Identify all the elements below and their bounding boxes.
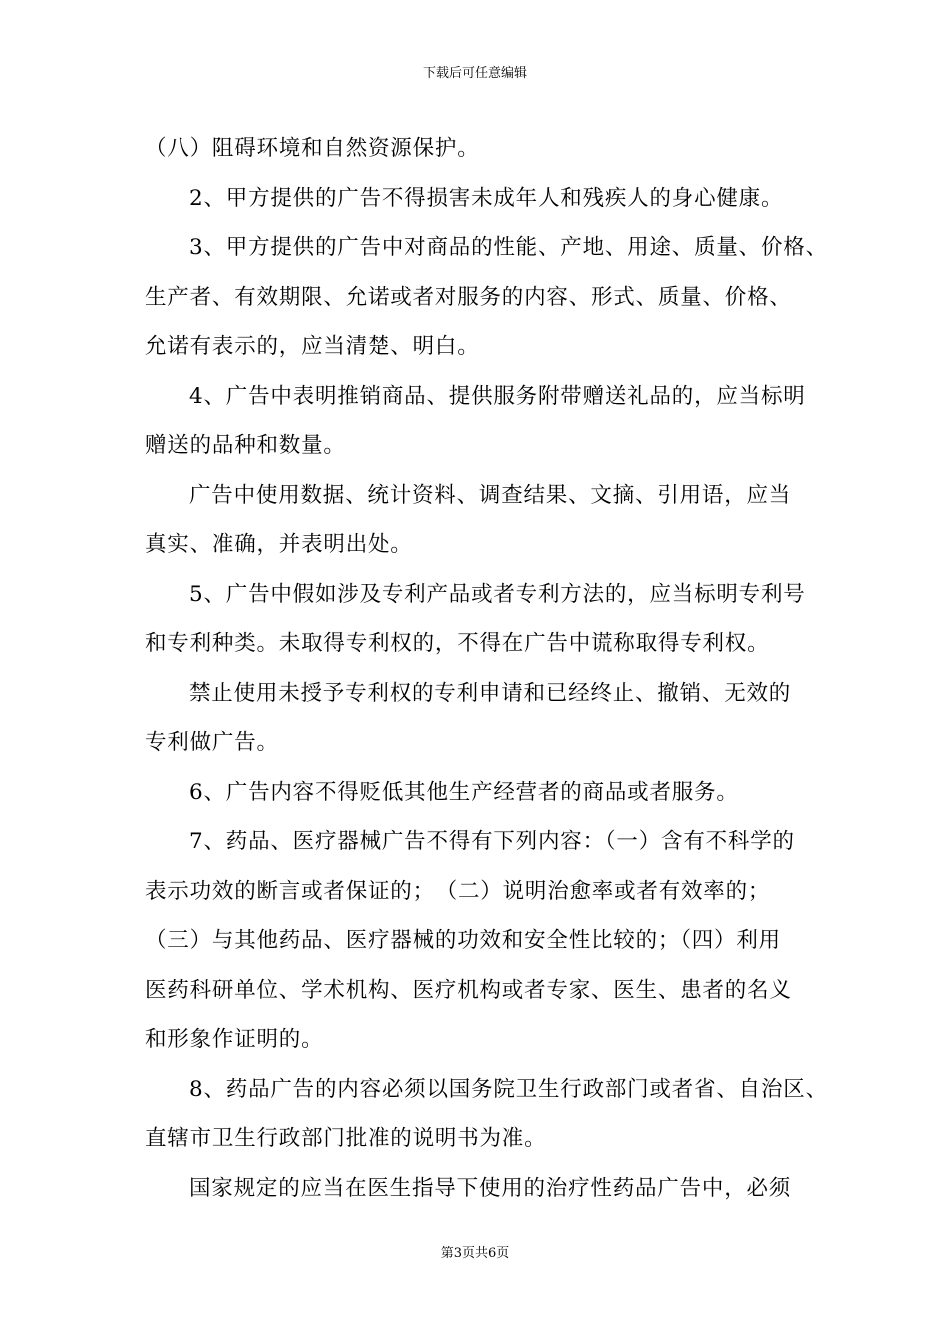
text-line: 6、广告内容不得贬低其他生产经营者的商品或者服务。 [189,779,739,805]
text-line: 真实、准确，并表明出处。 [145,532,413,557]
text-line: 医药科研单位、学术机构、医疗机构或者专家、医生、患者的名义 [145,977,792,1003]
text-line: 生产者、有效期限、允诺或者对服务的内容、形式、质量、价格、 [145,284,792,310]
text-line: 和专利种类。未取得专利权的，不得在广告中谎称取得专利权。 [145,631,770,656]
text-line: 专利做广告。 [145,730,279,755]
text-line: 8、药品广告的内容必须以国务院卫生行政部门或者省、自治区、 [189,1076,828,1102]
text-line: （八）阻碍环境和自然资源保护。 [145,136,480,161]
text-line: 3、甲方提供的广告中对商品的性能、产地、用途、质量、价格、 [189,235,828,260]
text-line: 直辖市卫生行政部门批准的说明书为准。 [145,1126,547,1151]
text-line: 表示功效的断言或者保证的； （二）说明治愈率或者有效率的； [145,878,771,904]
text-line: 2、甲方提供的广告不得损害未成年人和残疾人的身心健康。 [189,185,784,211]
text-line: 和形象作证明的。 [145,1027,324,1052]
page-header: 下载后可任意编辑 [422,66,527,81]
text-line: 赠送的品种和数量。 [145,433,346,458]
text-line: 国家规定的应当在医生指导下使用的治疗性药品广告中，必须 [189,1175,792,1201]
text-line: （三）与其他药品、医疗器械的功效和安全性比较的；（四）利用 [145,928,781,953]
text-line: 允诺有表示的，应当清楚、明白。 [145,334,480,359]
document-body [145,124,828,1213]
text-line: 广告中使用数据、统计资料、调查结果、文摘、引用语，应当 [189,482,792,508]
text-line: 5、广告中假如涉及专利产品或者专利方法的，应当标明专利号 [189,581,806,607]
text-line: 4、广告中表明推销商品、提供服务附带赠送礼品的，应当标明 [189,383,806,409]
text-line: 7、药品、医疗器械广告不得有下列内容：（一）含有不科学的 [189,829,795,854]
text-line: 禁止使用未授予专利权的专利申请和已经终止、撤销、无效的 [189,680,792,706]
page-footer: 第3页共6页 [440,1246,510,1261]
